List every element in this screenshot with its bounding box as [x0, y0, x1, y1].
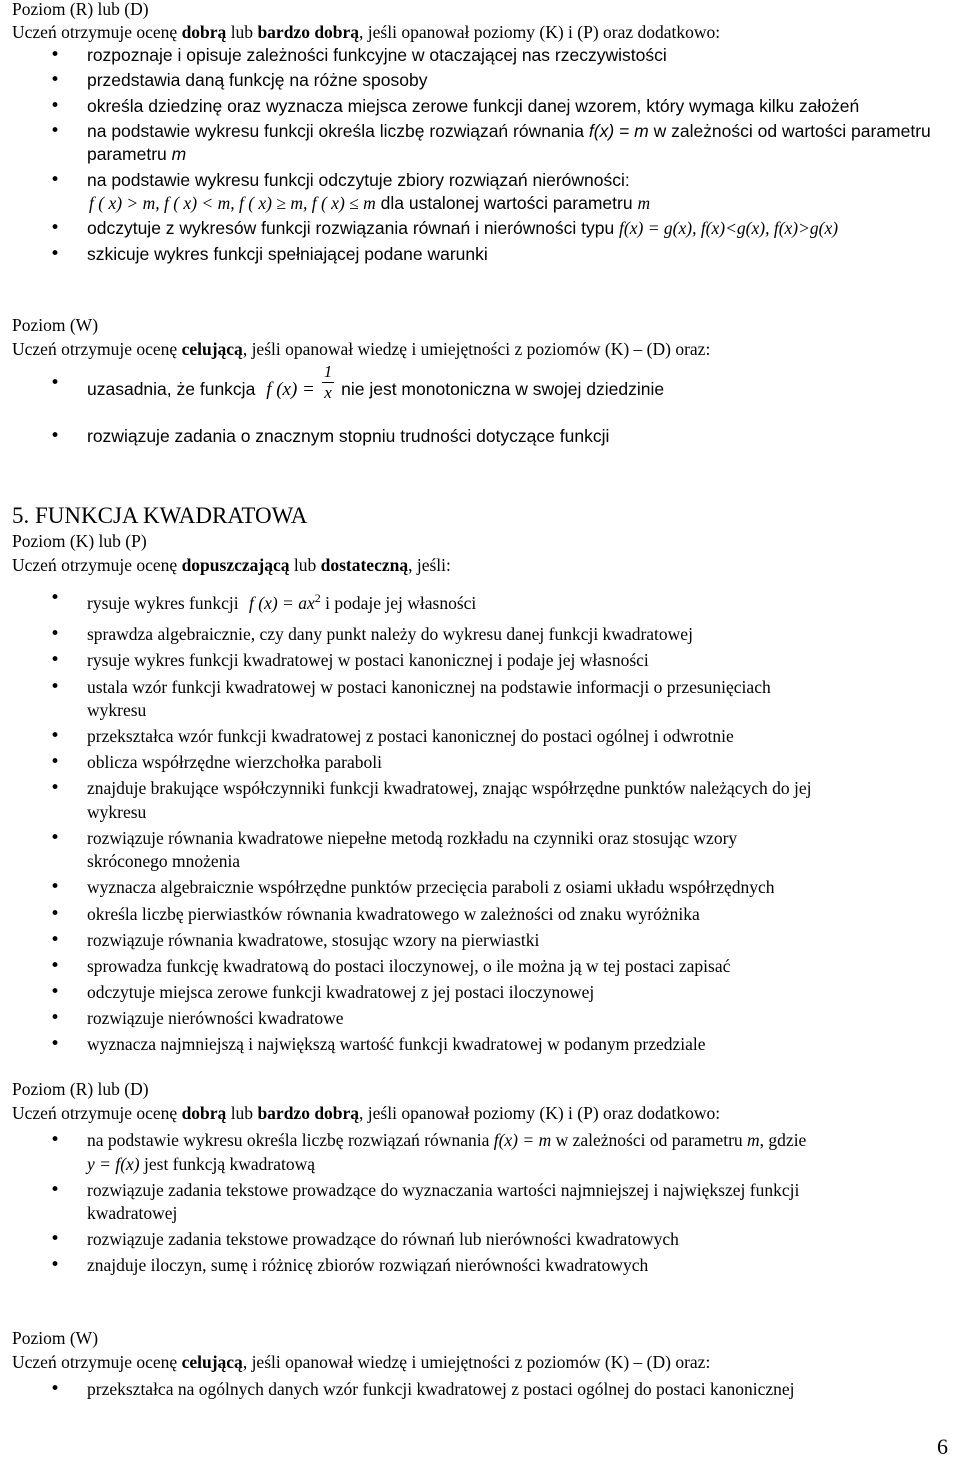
level-w-list-2 — [0, 1378, 945, 1404]
list-item: • na podstawie wykresu funkcji określa liczbę rozwiązań równania f(x) = m w zależności od wartości parametru parametru m — [0, 120, 945, 167]
list-item: • wyznacza najmniejszą i największą wartość funkcji kwadratowej w podanym przedziale — [0, 1033, 945, 1057]
level-kp-list — [0, 587, 945, 1059]
list-item: • rysuje wykres funkcji f $(x) = ax^2$ i podaje jej własności — [0, 587, 945, 615]
list-item: • rozwiązuje zadania tekstowe prowadzące do równań lub nierówności kwadratowych — [0, 1228, 945, 1252]
list-item: • znajduje iloczyn, sumę i różnicę zbiorów rozwiązań nierówności kwadratowych — [0, 1254, 945, 1278]
level-w-heading: Poziom (W) — [12, 315, 99, 335]
list-item: • rozwiązuje równania kwadratowe, stosując wzory na pierwiastki — [0, 929, 945, 953]
level-r-intro-2: Uczeń otrzymuje ocenę dobrą lub bardzo dobrą, jeśli opanował poziomy (K) i (P) oraz dodatkowo: — [12, 1103, 721, 1123]
list-item: • na podstawie wykresu funkcji odczytuje zbiory rozwiązań nierówności: f ( x) > m, f ( x) < m, f ( x) ≥ m, f ( x) ≤ m dla ustalonej wartości parametru m — [0, 169, 945, 216]
list-item: • rozwiązuje zadania tekstowe prowadzące do wyznaczania wartości najmniejszej i największej funkcji kwadratowej — [0, 1179, 945, 1226]
list-item: • przekształca wzór funkcji kwadratowej z postaci kanonicznej do postaci ogólnej i odwrotnie — [0, 725, 945, 749]
level-w-intro-2: Uczeń otrzymuje ocenę celującą, jeśli opanował wiedzę i umiejętności z poziomów (K) – (D) oraz: — [12, 1352, 711, 1372]
list-item: • wyznacza algebraicznie współrzędne punktów przecięcia paraboli z osiami układu współrzędnych — [0, 876, 945, 900]
list-item: • rozpoznaje i opisuje zależności funkcyjne w otaczającej nas rzeczywistości — [0, 44, 945, 68]
level-r-heading: Poziom (R) lub (D) — [12, 0, 149, 19]
list-item: • rysuje wykres funkcji kwadratowej w postaci kanonicznej i podaje jej własności — [0, 649, 945, 673]
level-kp-intro: Uczeń otrzymuje ocenę dopuszczającą lub dostateczną, jeśli: — [12, 555, 451, 575]
level-kp-heading: Poziom (K) lub (P) — [12, 531, 147, 551]
level-w-intro: Uczeń otrzymuje ocenę celującą, jeśli opanował wiedzę i umiejętności z poziomów (K) – (D) oraz: — [12, 339, 711, 359]
list-item: • sprowadza funkcję kwadratową do postaci iloczynowej, o ile można ją w tej postaci zapisać — [0, 955, 945, 979]
level-r-list-2 — [0, 1129, 945, 1280]
section-heading: 5. FUNKCJA KWADRATOWA — [12, 503, 308, 528]
level-r-heading-2: Poziom (R) lub (D) — [12, 1079, 149, 1099]
list-item: • odczytuje z wykresów funkcji rozwiązania równań i nierówności typu f(x) = g(x), f(x)<g(x), f(x)>g(x) — [0, 217, 945, 241]
list-item: • uzasadnia, że funkcja f (x) = $\frac{1}{x}$ nie jest monotoniczna w swojej dziedzinie — [0, 370, 945, 411]
list-item: • przekształca na ogólnych danych wzór funkcji kwadratowej z postaci ogólnej do postaci kanonicznej — [0, 1378, 945, 1402]
page-number: 6 — [937, 1434, 948, 1459]
fraction: $\frac{1}{x}$ — [323, 362, 333, 402]
level-w-heading-2: Poziom (W) — [12, 1328, 99, 1348]
inequalities: f ( x) > m, f ( x) < m, f ( x) ≥ m, f ( x) ≤ m — [89, 193, 376, 214]
list-item: • rozwiązuje nierówności kwadratowe — [0, 1007, 945, 1031]
list-item: • sprawdza algebraicznie, czy dany punkt należy do wykresu danej funkcji kwadratowej — [0, 623, 945, 647]
list-item: • określa liczbę pierwiastków równania kwadratowego w zależności od znaku wyróżnika — [0, 903, 945, 927]
list-item: • oblicza współrzędne wierzchołka paraboli — [0, 751, 945, 775]
list-item: • znajduje brakujące współczynniki funkcji kwadratowej, znając współrzędne punktów należących do jej wykresu — [0, 777, 945, 824]
level-r-intro: Uczeń otrzymuje ocenę dobrą lub bardzo dobrą, jeśli opanował poziomy (K) i (P) oraz dodatkowo: — [12, 22, 721, 42]
list-item: • przedstawia daną funkcję na różne sposoby — [0, 69, 945, 93]
list-item: • rozwiązuje zadania o znacznym stopniu trudności dotyczące funkcji — [0, 425, 945, 449]
list-item: • określa dziedzinę oraz wyznacza miejsca zerowe funkcji danej wzorem, który wymaga kilku założeń — [0, 95, 945, 119]
list-item: • ustala wzór funkcji kwadratowej w postaci kanonicznej na podstawie informacji o przesunięciach wykresu — [0, 676, 945, 723]
level-w-list — [0, 362, 945, 449]
list-item: • odczytuje miejsca zerowe funkcji kwadratowej z jej postaci iloczynowej — [0, 981, 945, 1005]
level-r-list — [0, 44, 945, 268]
list-item: • szkicuje wykres funkcji spełniającej podane warunki — [0, 243, 945, 267]
list-item: • na podstawie wykresu określa liczbę rozwiązań równania f(x) = m w zależności od parametru m, gdzie y = f(x) jest funkcją kwadratową — [0, 1129, 945, 1176]
list-item: • rozwiązuje równania kwadratowe niepełne metodą rozkładu na czynniki oraz stosując wzory skróconego mnożenia — [0, 827, 945, 874]
